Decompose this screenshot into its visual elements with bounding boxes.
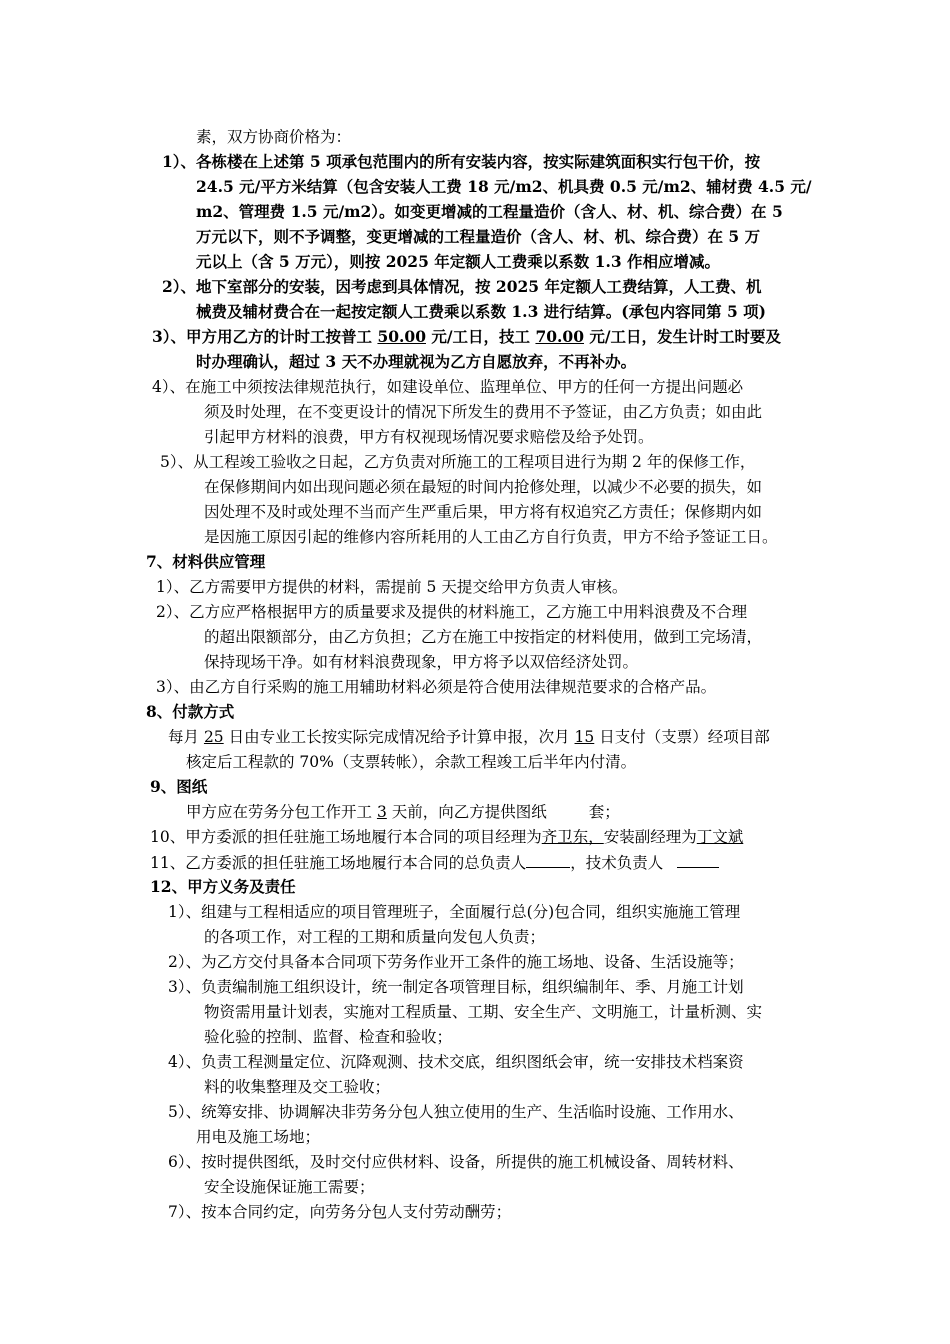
section-7-item-3: 3）、由乙方自行采购的施工用辅助材料必须是符合使用法律规范要求的合格产品。 [156,678,717,696]
deputy-manager-name: 丁文斌 [696,828,744,846]
report-day: 25 [203,728,224,746]
section-8-text-c: 日支付（支票）经项目部 [594,728,770,746]
clause-4-line-2: 须及时处理，在不变更设计的情况下所发生的费用不予签证，由乙方负责；如由此 [204,403,763,421]
clause-5-line-3: 因处理不及时或处理不当而产生严重后果，甲方将有权追究乙方责任；保修期内如 [204,503,763,521]
section-7-item-2-line-2: 的超出限额部分，由乙方负担；乙方在施工中按指定的材料使用，做到工完场清， [204,628,763,646]
section-8-text-a: 每月 [168,728,204,746]
section-11-text-a: 11、乙方委派的担任驻施工场地履行本合同的总负责人 [150,854,527,872]
section-12-item-3-line-1: 3）、负责编制施工组织设计，统一制定各项管理目标，组织编制年、季、月施工计划 [168,978,744,996]
clause-5-line-2: 在保修期间内如出现问题必须在最短的时间内抢修处理，以减少不必要的损失，如 [204,478,763,496]
intro-continuation: 素，双方协商价格为： [196,128,352,146]
section-9-text-b: 天前，向乙方提供图纸 [386,803,547,821]
section-9-text-c: 套； [588,803,620,821]
section-12-item-2: 2）、为乙方交付具备本合同项下劳务作业开工条件的施工场地、设备、生活设施等； [168,953,744,971]
section-12-item-5-line-2: 用电及施工场地； [196,1128,321,1146]
payment-day: 15 [574,728,595,746]
section-9-title: 9、图纸 [150,777,208,796]
section-7-title: 7、材料供应管理 [146,552,266,571]
clause-3-line-1 [152,326,781,348]
clause-4-line-3: 引起甲方材料的浪费，甲方有权视现场情况要求赔偿及给予处罚。 [204,428,654,446]
section-10-text-b: 安装副经理为 [603,828,697,846]
section-8-text-b: 日由专业工长按实际完成情况给予计算申报，次月 [223,728,575,746]
section-12-item-7: 7）、按本合同约定，向劳务分包人支付劳动酬劳； [168,1203,512,1221]
clause-2-line-1: 2）、地下室部分的安装，因考虑到具体情况，按 2025 年定额人工费结算，人工费、机 [162,277,762,296]
general-worker-rate: 50.00 [377,327,426,346]
section-7-item-1: 1）、乙方需要甲方提供的材料，需提前 5 天提交给甲方负责人审核。 [156,578,628,596]
clause-3-text-a: 3）、甲方用乙方的计时工按普工 [152,327,378,346]
section-7-item-2-line-3: 保持现场干净。如有材料浪费现象，甲方将予以双倍经济处罚。 [204,653,639,671]
section-12-item-6-line-1: 6）、按时提供图纸，及时交付应供材料、设备，所提供的施工机械设备、周转材料、 [168,1153,744,1171]
section-12-title: 12、甲方义务及责任 [150,877,296,896]
clause-3-text-b: 元/工日，技工 [425,327,536,346]
section-9-text-a: 甲方应在劳务分包工作开工 [186,803,377,821]
section-8-line-2: 核定后工程款的 70%（支票转帐），余款工程竣工后半年内付清。 [186,753,637,771]
project-manager-name: 齐卫东， [541,828,604,846]
section-12-item-3-line-3: 验化验的控制、监督、检查和验收； [204,1028,453,1046]
section-12-item-3-line-2: 物资需用量计划表，实施对工程质量、工期、安全生产、文明施工，计量析测、实 [204,1003,763,1021]
blank-chief-responsible [526,851,570,868]
section-11-line [150,851,719,873]
clause-1-line-3: m2、管理费 1.5 元/m2）。如变更增减的工程量造价（含人、材、机、综合费）在 5 [196,202,783,221]
clause-3-line-2: 时办理确认，超过 3 天不办理就视为乙方自愿放弃，不再补办。 [196,352,637,371]
section-8-line-1 [168,726,770,748]
section-12-item-4-line-2: 料的收集整理及交工验收； [204,1078,391,1096]
clause-1-line-4: 万元以下，则不予调整，变更增减的工程量造价（含人、材、机、综合费）在 5 万 [196,227,761,246]
section-12-item-5-line-1: 5）、统筹安排、协调解决非劳务分包人独立使用的生产、生活临时设施、工作用水、 [168,1103,744,1121]
section-7-item-2-line-1: 2）、乙方应严格根据甲方的质量要求及提供的材料施工，乙方施工中用料浪费及不合理 [156,603,748,621]
drawing-lead-days: 3 [376,803,387,821]
clause-5-line-1: 5）、从工程竣工验收之日起，乙方负责对所施工的工程项目进行为期 2 年的保修工作， [160,453,756,471]
clause-1-line-5: 元以上（含 5 万元），则按 2025 年定额人工费乘以系数 1.3 作相应增减。 [196,252,721,271]
section-12-item-1-line-2: 的各项工作，对工程的工期和质量向发包人负责； [204,928,546,946]
section-8-title: 8、付款方式 [146,702,235,721]
clause-4-line-1: 4）、在施工中须按法律规范执行，如建设单位、监理单位、甲方的任何一方提出问题必 [152,378,744,396]
blank-technical-responsible [677,851,719,868]
section-10-text-a: 10、甲方委派的担任驻施工场地履行本合同的项目经理为 [150,828,542,846]
skilled-worker-rate: 70.00 [535,327,584,346]
clause-1-line-1: 1）、各栋楼在上述第 5 项承包范围内的所有安装内容，按实际建筑面积实行包干价，按 [162,152,761,171]
section-10-line [150,826,743,848]
section-9-line [186,801,620,823]
clause-3-text-c: 元/工日，发生计时工时要及 [584,327,782,346]
clause-1-line-2: 24.5 元/平方米结算（包含安装人工费 18 元/m2、机具费 0.5 元/m2、辅材费 4.5 元/ [196,177,812,196]
section-12-item-1-line-1: 1）、组建与工程相适应的项目管理班子，全面履行总(分)包合同，组织实施施工管理 [168,903,741,921]
clause-5-line-4: 是因施工原因引起的维修内容所耗用的人工由乙方自行负责，甲方不给予签证工日。 [204,528,778,546]
clause-2-line-2: 械费及辅材费合在一起按定额人工费乘以系数 1.3 进行结算。(承包内容同第 5 项) [196,302,767,321]
section-12-item-4-line-1: 4）、负责工程测量定位、沉降观测、技术交底，组织图纸会审，统一安排技术档案资 [168,1053,744,1071]
section-11-text-b: ，技术负责人 [570,854,664,872]
section-12-item-6-line-2: 安全设施保证施工需要； [204,1178,375,1196]
